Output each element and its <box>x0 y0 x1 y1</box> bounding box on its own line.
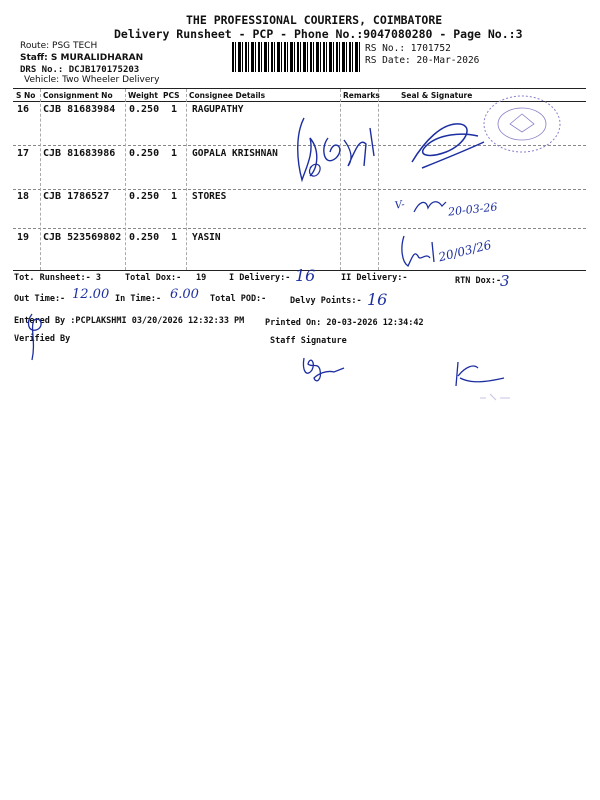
row-consignee: RAGUPATHY <box>192 104 244 115</box>
col-seal-header: Seal & Signature <box>401 91 473 100</box>
signature-yasin <box>396 232 440 270</box>
tot-runsheet: Tot. Runsheet:- 3 <box>14 273 101 283</box>
handwritten-date-row19: 20/03/26 <box>437 237 493 265</box>
col-remarks-header: Remarks <box>343 91 380 100</box>
runsheet-title: Delivery Runsheet - PCP - Phone No.:9047080280 - Page No.:3 <box>114 27 523 41</box>
row-consignment-no: CJB 1786527 <box>43 191 110 202</box>
row-weight: 0.250 <box>129 104 160 115</box>
row-consignee: YASIN <box>192 232 221 243</box>
row-pcs: 1 <box>171 148 178 159</box>
handwritten-mark-row18: V- <box>394 199 406 212</box>
row-sno: 18 <box>17 191 30 202</box>
rtn-dox-label: RTN Dox:- <box>455 276 502 286</box>
row-consignment-no: CJB 81683984 <box>43 104 116 115</box>
rs-number: RS No.: 1701752 <box>365 43 451 54</box>
i-delivery-label: I Delivery:- <box>229 273 291 283</box>
drs-number: DRS No.: DCJB170175203 <box>20 65 140 75</box>
row-sno: 16 <box>17 104 30 115</box>
delvy-points-label: Delvy Points:- <box>290 296 362 306</box>
total-dox-label: Total Dox:- <box>125 273 182 283</box>
handwritten-date-row18: 20-03-26 <box>447 200 498 219</box>
staff-name: Staff: S MURALIDHARAN <box>20 53 144 63</box>
row-sno: 19 <box>17 232 30 243</box>
row-consignee: GOPALA KRISHNAN <box>192 148 278 159</box>
signature-gopala <box>402 112 492 174</box>
vehicle: Vehicle: Two Wheeler Delivery <box>24 75 160 85</box>
col-consignment-header: Consignment No <box>43 91 113 100</box>
ii-delivery-label: II Delivery:- <box>341 273 408 283</box>
barcode-image <box>232 42 360 72</box>
staff-signature-label: Staff Signature <box>270 336 347 346</box>
col-pcs-header: PCS <box>163 91 180 100</box>
col-sno-header: S No <box>16 91 36 100</box>
in-time-handwritten: 6.00 <box>170 287 199 302</box>
staff-signature <box>300 352 348 386</box>
second-staff-signature <box>452 358 512 392</box>
row-pcs: 1 <box>171 232 178 243</box>
printed-on: Printed On: 20-03-2026 12:34:42 <box>265 318 424 328</box>
signature-ragupathy <box>290 108 390 190</box>
rtn-dox-handwritten: 3 <box>500 272 510 290</box>
row-sno: 17 <box>17 148 30 159</box>
signature-stores <box>412 196 448 216</box>
in-time-label: In Time:- <box>115 294 162 304</box>
company-name: THE PROFESSIONAL COURIERS, COIMBATORE <box>186 13 443 27</box>
verified-by-label: Verified By <box>14 334 71 344</box>
faint-stamp-mark <box>476 388 516 408</box>
col-consignee-header: Consignee Details <box>189 91 266 100</box>
rs-date: RS Date: 20-Mar-2026 <box>365 55 480 66</box>
out-time-handwritten: 12.00 <box>72 287 110 302</box>
row-consignment-no: CJB 523569802 <box>43 232 122 243</box>
i-delivery-handwritten: 16 <box>295 266 316 285</box>
total-dox-value: 19 <box>196 273 207 283</box>
company-seal-stamp <box>480 92 564 156</box>
total-pod-label: Total POD:- <box>210 294 267 304</box>
delvy-points-handwritten: 16 <box>367 290 388 309</box>
out-time-label: Out Time:- <box>14 294 66 304</box>
row-weight: 0.250 <box>129 191 160 202</box>
row-weight: 0.250 <box>129 148 160 159</box>
entered-by: Entered By :PCPLAKSHMI 03/20/2026 12:32:33 PM <box>14 316 245 326</box>
verifier-signature <box>24 308 54 364</box>
row-weight: 0.250 <box>129 232 160 243</box>
col-weight-header: Weight <box>128 91 158 100</box>
row-consignee: STORES <box>192 191 227 202</box>
route: Route: PSG TECH <box>20 41 98 51</box>
row-pcs: 1 <box>171 104 178 115</box>
row-consignment-no: CJB 81683986 <box>43 148 116 159</box>
row-pcs: 1 <box>171 191 178 202</box>
